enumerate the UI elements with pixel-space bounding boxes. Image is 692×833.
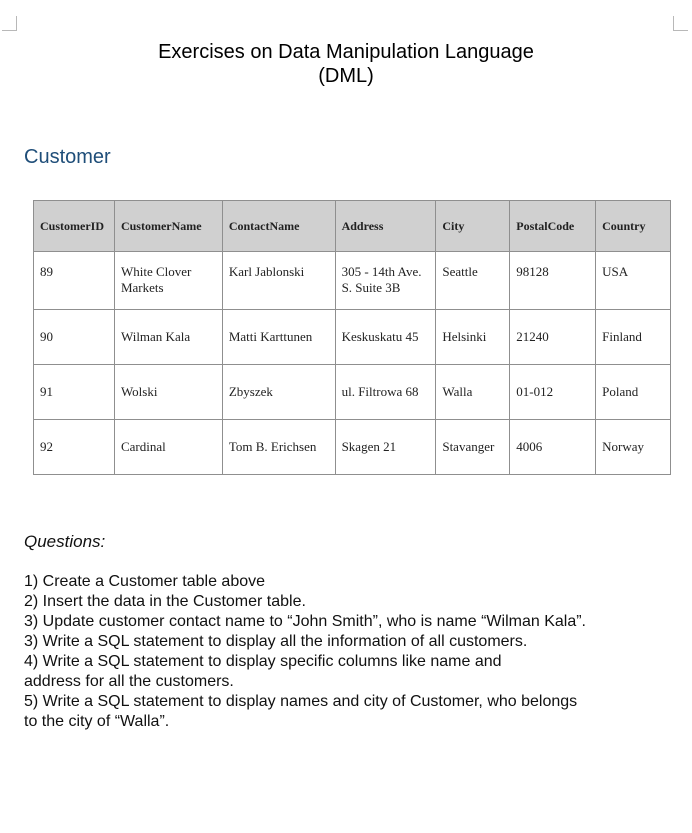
cell-address: ul. Filtrowa 68	[335, 365, 436, 420]
section-heading-customer: Customer	[24, 146, 111, 168]
question-item: 3) Write a SQL statement to display all the information of all customers.	[24, 633, 528, 650]
cell-address: 305 - 14th Ave. S. Suite 3B	[335, 252, 436, 310]
cell-country: Poland	[596, 365, 671, 420]
cell-contactname: Karl Jablonski	[222, 252, 335, 310]
cell-country: Finland	[596, 310, 671, 365]
question-item: 3) Update customer contact name to “John Smith”, who is name “Wilman Kala”.	[24, 613, 586, 630]
cell-customerid: 90	[34, 310, 115, 365]
cell-city: Stavanger	[436, 420, 510, 475]
column-header-city: City	[436, 201, 510, 252]
question-item: 1) Create a Customer table above	[24, 573, 266, 590]
table-row	[34, 420, 671, 475]
cell-contactname: Matti Karttunen	[222, 310, 335, 365]
column-header-customername: CustomerName	[114, 201, 222, 252]
cell-customername: Wolski	[114, 365, 222, 420]
question-item: 5) Write a SQL statement to display names and city of Customer, who belongs	[24, 693, 578, 710]
question-item: 4) Write a SQL statement to display specific columns like name and	[24, 653, 502, 670]
cell-customername: Wilman Kala	[114, 310, 222, 365]
cell-city: Seattle	[436, 252, 510, 310]
table-row	[34, 365, 671, 420]
page-corner-mark-right	[673, 16, 688, 31]
table-header-row	[34, 201, 671, 252]
questions-list	[24, 572, 674, 732]
question-item: address for all the customers.	[24, 673, 234, 690]
customer-table	[33, 200, 671, 475]
page-title-line-2: (DML)	[318, 65, 374, 87]
questions-heading: Questions:	[24, 532, 106, 551]
column-header-address: Address	[335, 201, 436, 252]
page-title-line-1: Exercises on Data Manipulation Language	[158, 41, 534, 63]
cell-contactname: Zbyszek	[222, 365, 335, 420]
cell-customerid: 92	[34, 420, 115, 475]
cell-customername: Cardinal	[114, 420, 222, 475]
cell-postalcode: 4006	[510, 420, 596, 475]
cell-customername: White Clover Markets	[114, 252, 222, 310]
table-row	[34, 252, 671, 310]
cell-postalcode: 98128	[510, 252, 596, 310]
column-header-postalcode: PostalCode	[510, 201, 596, 252]
table-row	[34, 310, 671, 365]
page-corner-mark-left	[2, 16, 17, 31]
cell-city: Walla	[436, 365, 510, 420]
cell-postalcode: 21240	[510, 310, 596, 365]
question-item: 2) Insert the data in the Customer table.	[24, 593, 306, 610]
page-title	[0, 40, 692, 88]
cell-customerid: 89	[34, 252, 115, 310]
cell-address: Skagen 21	[335, 420, 436, 475]
cell-postalcode: 01-012	[510, 365, 596, 420]
cell-country: USA	[596, 252, 671, 310]
column-header-customerid: CustomerID	[34, 201, 115, 252]
cell-country: Norway	[596, 420, 671, 475]
cell-address: Keskuskatu 45	[335, 310, 436, 365]
cell-contactname: Tom B. Erichsen	[222, 420, 335, 475]
cell-city: Helsinki	[436, 310, 510, 365]
cell-customerid: 91	[34, 365, 115, 420]
column-header-country: Country	[596, 201, 671, 252]
question-item: to the city of “Walla”.	[24, 713, 170, 730]
column-header-contactname: ContactName	[222, 201, 335, 252]
